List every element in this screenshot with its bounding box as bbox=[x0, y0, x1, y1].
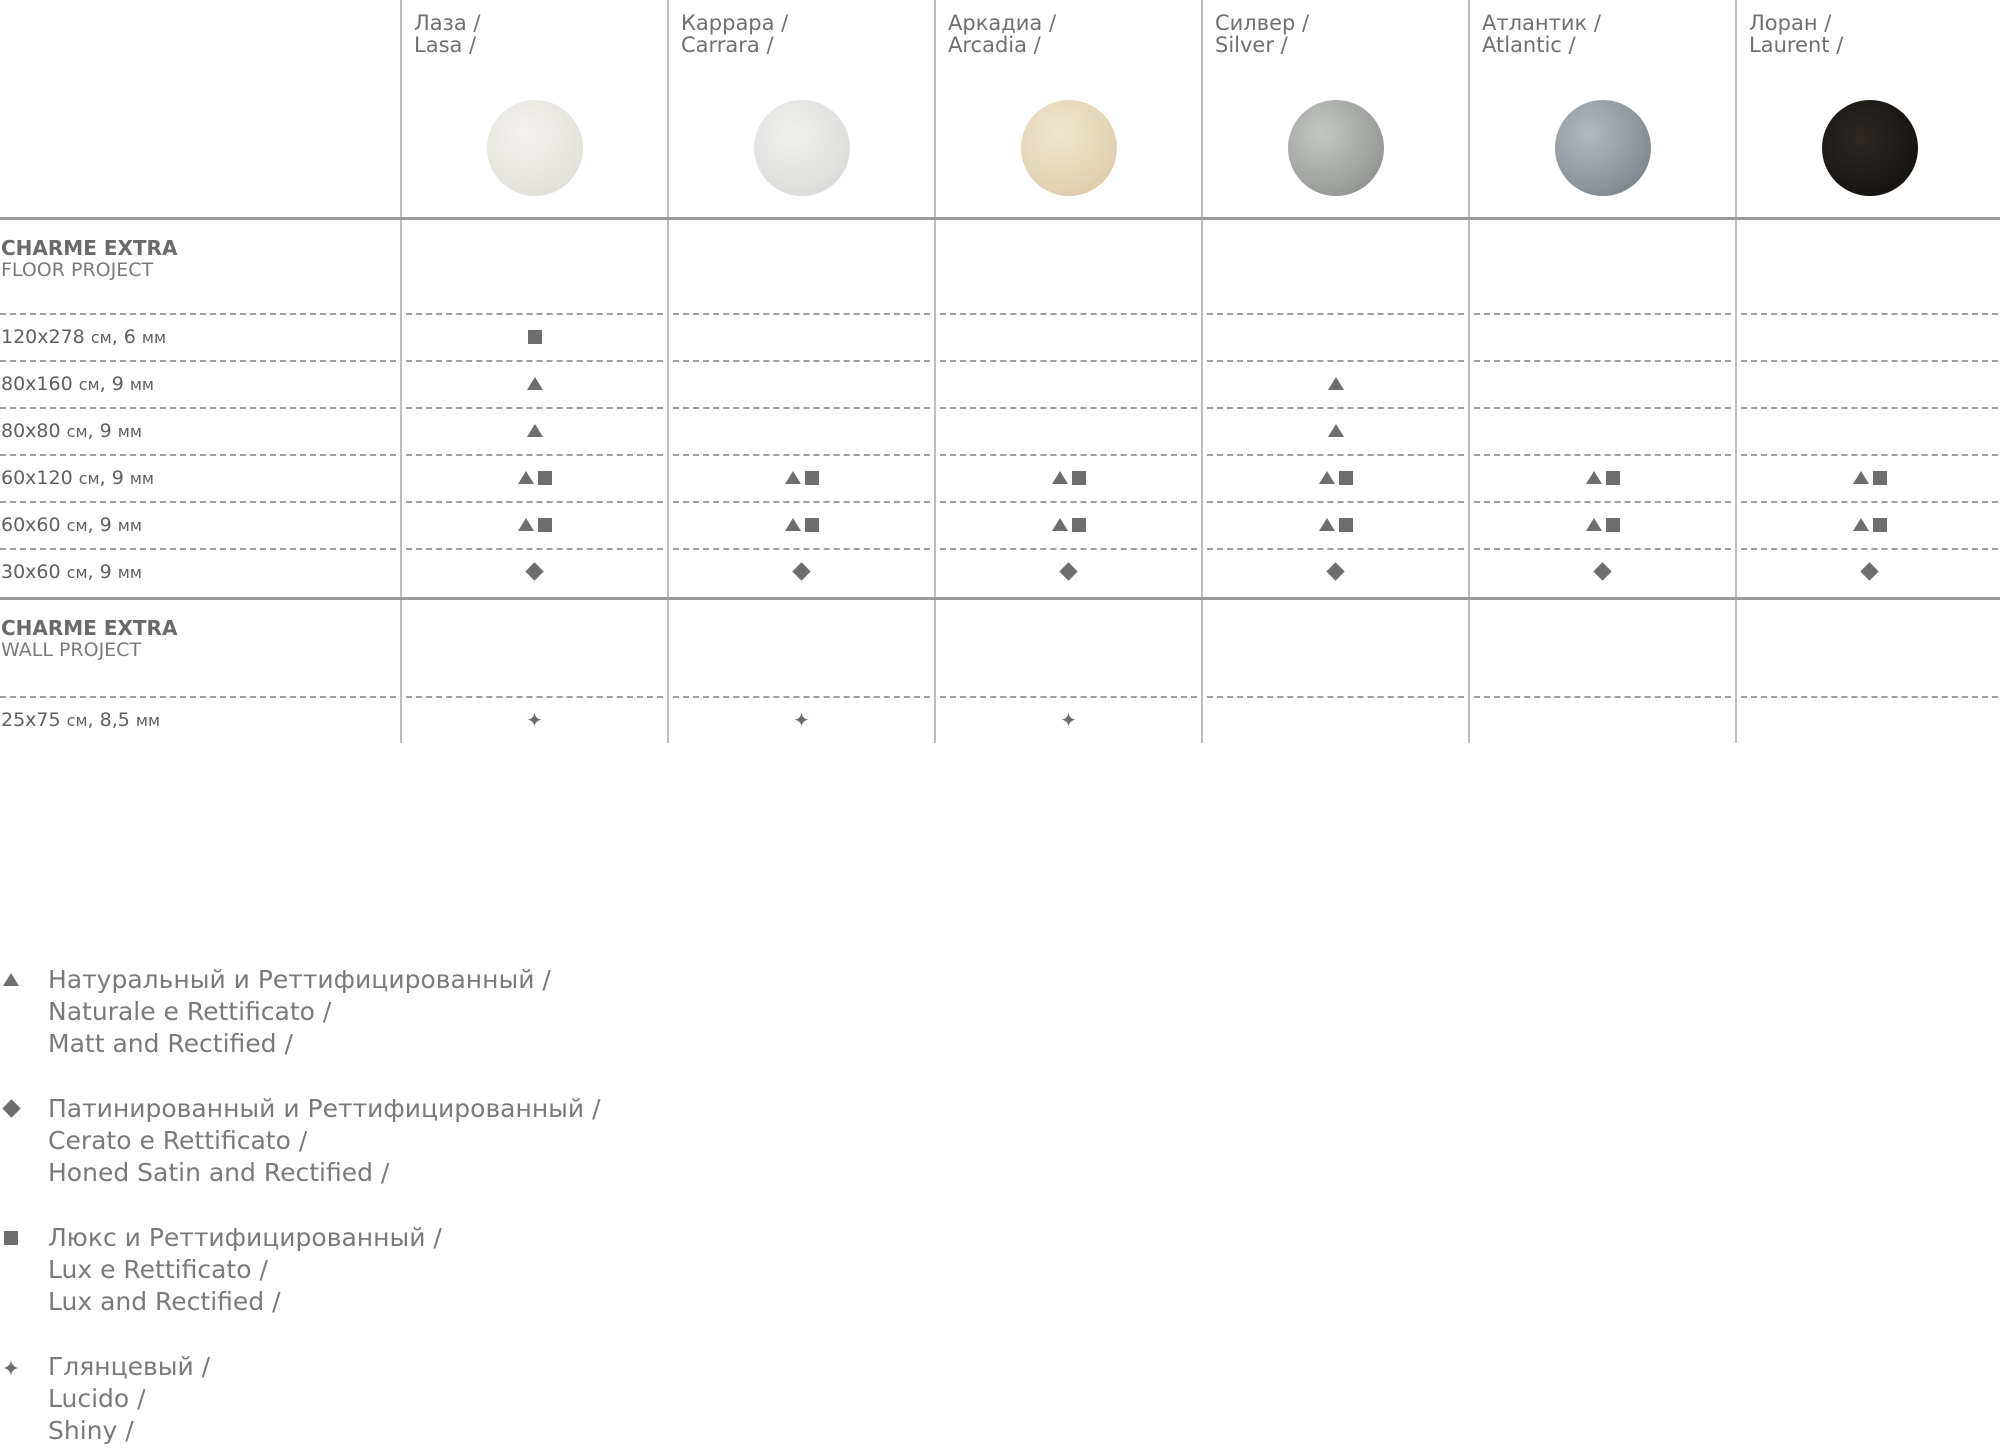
availability-cell bbox=[1202, 550, 1469, 593]
availability-cell bbox=[1736, 503, 2000, 546]
header-name-ru: Аркадиа / bbox=[948, 11, 1057, 35]
availability-cell bbox=[401, 503, 668, 546]
laurent-swatch bbox=[1822, 100, 1918, 196]
unit-cm: см bbox=[66, 422, 88, 441]
column-header bbox=[1749, 12, 1843, 56]
atlantic-swatch bbox=[1555, 100, 1651, 196]
legend-text-line: Lux and Rectified / bbox=[48, 1287, 281, 1316]
legend-item bbox=[0, 1351, 700, 1451]
availability-cell bbox=[1202, 698, 1469, 741]
size-value: 80x160 bbox=[1, 373, 73, 395]
availability-cell bbox=[401, 409, 668, 452]
availability-cell bbox=[935, 456, 1202, 499]
thickness-value: , 9 bbox=[87, 514, 112, 536]
availability-cell bbox=[401, 456, 668, 499]
triangle-icon bbox=[785, 518, 801, 531]
diamond-icon bbox=[1860, 562, 1878, 580]
triangle-icon bbox=[1853, 518, 1869, 531]
availability-cell bbox=[1202, 409, 1469, 452]
unit-cm: см bbox=[66, 563, 88, 582]
size-value: 80x80 bbox=[1, 420, 61, 442]
column-header bbox=[1482, 12, 1601, 56]
unit-mm: мм bbox=[129, 469, 154, 488]
thickness-value: , 9 bbox=[99, 373, 124, 395]
thickness-value: , 6 bbox=[111, 326, 136, 348]
arcadia-swatch bbox=[1021, 100, 1117, 196]
availability-cell bbox=[1469, 362, 1736, 405]
availability-cell bbox=[668, 362, 935, 405]
triangle-icon bbox=[1328, 424, 1344, 437]
header-name-it: Arcadia / bbox=[948, 33, 1041, 57]
legend-symbol bbox=[0, 1357, 22, 1382]
star-icon: ✦ bbox=[1, 1357, 21, 1382]
availability-cell bbox=[668, 456, 935, 499]
column-header bbox=[681, 12, 788, 56]
legend-text-line: Натуральный и Реттифицированный / bbox=[48, 965, 551, 994]
legend-text-line: Lux e Rettificato / bbox=[48, 1255, 268, 1284]
availability-cell bbox=[935, 550, 1202, 593]
size-value: 60x120 bbox=[1, 467, 73, 489]
square-icon bbox=[538, 471, 552, 485]
header-name-ru: Лаза / bbox=[414, 11, 481, 35]
triangle-icon bbox=[1319, 518, 1335, 531]
row-size-label bbox=[1, 420, 142, 442]
square-icon bbox=[4, 1231, 18, 1245]
unit-cm: см bbox=[90, 328, 112, 347]
legend-symbol bbox=[0, 1102, 22, 1115]
section-title-main: CHARME EXTRA bbox=[1, 236, 178, 260]
availability-cell bbox=[1202, 362, 1469, 405]
availability-cell bbox=[1469, 409, 1736, 452]
unit-mm: мм bbox=[135, 711, 161, 730]
row-size-label bbox=[1, 709, 160, 731]
legend-item bbox=[0, 964, 700, 1064]
square-icon bbox=[1072, 471, 1086, 485]
legend-text-line: Глянцевый / bbox=[48, 1352, 211, 1381]
square-icon bbox=[1072, 518, 1086, 532]
triangle-icon bbox=[1853, 471, 1869, 484]
size-value: 60x60 bbox=[1, 514, 61, 536]
legend-text-line: Cerato e Rettificato / bbox=[48, 1126, 308, 1155]
availability-cell bbox=[668, 698, 935, 741]
row-size-label bbox=[1, 373, 154, 395]
header-name-it: Laurent / bbox=[1749, 33, 1844, 57]
star-icon: ✦ bbox=[793, 707, 810, 732]
row-size-label bbox=[1, 326, 166, 348]
triangle-icon bbox=[1328, 377, 1344, 390]
square-icon bbox=[805, 518, 819, 532]
legend-text-line: Naturale e Rettificato / bbox=[48, 997, 332, 1026]
triangle-icon bbox=[1052, 471, 1068, 484]
availability-cell bbox=[401, 550, 668, 593]
row-size-label bbox=[1, 467, 154, 489]
triangle-icon bbox=[1319, 471, 1335, 484]
availability-cell bbox=[1202, 456, 1469, 499]
thickness-value: , 9 bbox=[99, 467, 124, 489]
unit-cm: см bbox=[66, 711, 88, 730]
size-value: 25x75 bbox=[1, 709, 61, 731]
unit-cm: см bbox=[78, 469, 100, 488]
triangle-icon bbox=[1586, 471, 1602, 484]
availability-cell bbox=[1202, 503, 1469, 546]
availability-cell bbox=[668, 550, 935, 593]
thickness-value: , 8,5 bbox=[87, 709, 130, 731]
triangle-icon bbox=[518, 471, 534, 484]
header-name-it: Carrara / bbox=[681, 33, 774, 57]
availability-cell bbox=[1469, 315, 1736, 358]
section-title-main: CHARME EXTRA bbox=[1, 616, 178, 640]
legend-item bbox=[0, 1222, 700, 1322]
availability-cell bbox=[1736, 456, 2000, 499]
availability-cell bbox=[401, 315, 668, 358]
section-title bbox=[1, 237, 177, 281]
dashed-separator bbox=[0, 696, 396, 698]
availability-cell bbox=[935, 503, 1202, 546]
availability-cell bbox=[1469, 456, 1736, 499]
legend-symbol bbox=[0, 973, 22, 986]
star-icon: ✦ bbox=[1060, 707, 1077, 732]
square-icon bbox=[1606, 518, 1620, 532]
availability-cell bbox=[1736, 550, 2000, 593]
unit-mm: мм bbox=[117, 422, 142, 441]
star-icon: ✦ bbox=[526, 707, 543, 732]
legend-text-line: Honed Satin and Rectified / bbox=[48, 1158, 390, 1187]
legend-text-line: Патинированный и Реттифицированный / bbox=[48, 1094, 601, 1123]
thickness-value: , 9 bbox=[87, 420, 112, 442]
section-title bbox=[1, 617, 177, 661]
unit-mm: мм bbox=[117, 516, 142, 535]
legend-symbol bbox=[0, 1231, 22, 1245]
diamond-icon bbox=[2, 1099, 20, 1117]
diamond-icon bbox=[1059, 562, 1077, 580]
carrara-swatch bbox=[754, 100, 850, 196]
square-icon bbox=[1873, 471, 1887, 485]
dashed-separator bbox=[0, 407, 396, 409]
header-name-it: Lasa / bbox=[414, 33, 477, 57]
size-value: 120x278 bbox=[1, 326, 85, 348]
section-rule bbox=[0, 597, 2000, 600]
availability-cell bbox=[935, 409, 1202, 452]
legend-text-line: Люкс и Реттифицированный / bbox=[48, 1223, 442, 1252]
triangle-icon bbox=[1586, 518, 1602, 531]
triangle-icon bbox=[3, 973, 19, 986]
header-name-it: Silver / bbox=[1215, 33, 1288, 57]
availability-cell bbox=[668, 409, 935, 452]
availability-cell bbox=[1469, 550, 1736, 593]
section-subtitle: FLOOR PROJECT bbox=[1, 259, 154, 281]
row-size-label bbox=[1, 514, 142, 536]
triangle-icon bbox=[518, 518, 534, 531]
row-size-label bbox=[1, 561, 142, 583]
diamond-icon bbox=[525, 562, 543, 580]
square-icon bbox=[1873, 518, 1887, 532]
lasa-swatch bbox=[487, 100, 583, 196]
header-name-ru: Каррара / bbox=[681, 11, 789, 35]
dashed-separator bbox=[0, 501, 396, 503]
triangle-icon bbox=[785, 471, 801, 484]
dashed-separator bbox=[0, 454, 396, 456]
legend-text-line: Lucido / bbox=[48, 1384, 146, 1413]
square-icon bbox=[805, 471, 819, 485]
unit-cm: см bbox=[66, 516, 88, 535]
header-name-ru: Силвер / bbox=[1215, 11, 1310, 35]
header-name-ru: Лоран / bbox=[1749, 11, 1832, 35]
diamond-icon bbox=[1326, 562, 1344, 580]
availability-cell bbox=[668, 315, 935, 358]
thickness-value: , 9 bbox=[87, 561, 112, 583]
square-icon bbox=[528, 330, 542, 344]
triangle-icon bbox=[1052, 518, 1068, 531]
unit-mm: мм bbox=[141, 328, 167, 347]
column-header bbox=[948, 12, 1056, 56]
availability-cell bbox=[935, 315, 1202, 358]
legend-text-line: Matt and Rectified / bbox=[48, 1029, 293, 1058]
header-name-it: Atlantic / bbox=[1482, 33, 1576, 57]
availability-cell bbox=[1469, 503, 1736, 546]
legend-item bbox=[0, 1093, 700, 1193]
dashed-separator bbox=[0, 313, 396, 315]
availability-cell bbox=[401, 698, 668, 741]
availability-cell bbox=[935, 362, 1202, 405]
diamond-icon bbox=[1593, 562, 1611, 580]
triangle-icon bbox=[527, 424, 543, 437]
header-name-ru: Атлантик / bbox=[1482, 11, 1601, 35]
availability-cell bbox=[1736, 315, 2000, 358]
unit-mm: мм bbox=[129, 375, 154, 394]
availability-cell bbox=[668, 503, 935, 546]
dashed-separator bbox=[0, 360, 396, 362]
column-header bbox=[414, 12, 480, 56]
column-header bbox=[1215, 12, 1309, 56]
availability-cell bbox=[1736, 362, 2000, 405]
availability-cell bbox=[1202, 315, 1469, 358]
availability-cell bbox=[935, 698, 1202, 741]
legend-text-line: Shiny / bbox=[48, 1416, 134, 1445]
unit-cm: см bbox=[78, 375, 100, 394]
square-icon bbox=[1339, 471, 1353, 485]
availability-cell bbox=[1469, 698, 1736, 741]
triangle-icon bbox=[527, 377, 543, 390]
diamond-icon bbox=[792, 562, 810, 580]
silver-swatch bbox=[1288, 100, 1384, 196]
availability-cell bbox=[1736, 698, 2000, 741]
square-icon bbox=[1339, 518, 1353, 532]
size-value: 30x60 bbox=[1, 561, 61, 583]
square-icon bbox=[1606, 471, 1620, 485]
square-icon bbox=[538, 518, 552, 532]
availability-cell bbox=[1736, 409, 2000, 452]
header-rule bbox=[0, 217, 2000, 220]
dashed-separator bbox=[0, 548, 396, 550]
unit-mm: мм bbox=[117, 563, 142, 582]
availability-cell bbox=[401, 362, 668, 405]
section-subtitle: WALL PROJECT bbox=[1, 639, 142, 661]
